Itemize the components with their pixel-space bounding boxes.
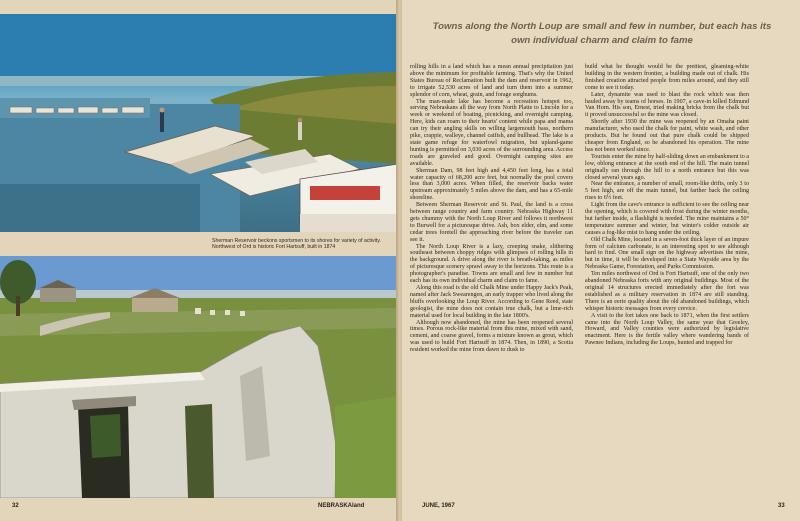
footer-issue-date: JUNE, 1967 (422, 503, 455, 509)
fort-hartsuff-photo (0, 256, 398, 498)
paragraph: Between Sherman Reservoir and St. Paul, the land is a cross between range country and farm country. Nebraska Highway 11 gets chummy with the North Loup River and follows it northwest to Burwell for a picturesque drive. Ash, box elder, elm, and some cedar trees foretell the approaching river before the traveler can see it. (410, 202, 573, 243)
paragraph: rolling hills in a land which has a mean annual precipitation just above the minimum for profitable farming. That's why the United States Bureau of Reclamation built the dam and reservoir in 1962, to irrigate 52,530 acres of land and turn them into a summer splendor of corn, wheat, grain, and forage sorghums. (410, 64, 573, 98)
left-page (0, 0, 398, 521)
paragraph: Tourists enter the mine by half-sliding down an embankment to a low, oblong entrance at the south end of the hill. The main tunnel originally ran through the hill to a north entrance but this was closed several years ago. (585, 153, 749, 181)
paragraph: Later, dynamite was used to blast the rock which was then hauled away by teams of horses. In 1907, a cave-in killed Edmund Van Horn. His son, Ernest, tried making bricks from the chalk but it proved unsuccessful so the mine was closed. (585, 91, 749, 119)
page-number-left: 32 (12, 503, 19, 509)
paragraph: Although now abandoned, the mine has been reopened several times. Porous rock-like material from this mine, mixed with sand, cement, and coarse gravel, forms a mixture known as grout, which was used to build Fort Hartsuff in 1874. Then, in 1890, a Scotia resident worked the mine from dawn to dusk to (410, 319, 573, 354)
paragraph: Light from the cave's entrance is sufficient to see the ceiling near the opening, which is covered with frost during the winter months, but farther inside, a flashlight is needed. The mine maintains a 50° temperature summer and winter, but winter's colder outside air causes a fog-like mist to hang under the ceiling. (585, 202, 749, 236)
paragraph: The North Loup River is a lazy, creeping snake, slithering southeast between choppy ridges with glimpses of rolling hills in the background. A drive along the river is breath-taking, as miles of picturesque scenery sprawl away to the horizons. This route is a photographer's paradise. Towns are small and few in number but each has its own individual charm and claim to fame. (410, 243, 573, 285)
photo-caption: Sherman Reservoir beckons sportsmen to its shores for variety of activity. Northwest of Ord is historic Fort Hartsuff, built in 1874 (212, 238, 381, 251)
paragraph: Ten miles northwest of Ord is Fort Hartsuff, one of the only two abandoned Nebraska forts with any original buildings. Most of the original 14 structures erected immediately after the fort was established as a military reservation in 1874 are still standing. There is an eerie quality about the old abandoned buildings, which whisper historic messages from every crevice. (585, 271, 749, 312)
paragraph: build what he thought would be the prettiest, gleaming-white building in the western frontier, a building made out of chalk. His finished creation attracted people from miles around, and they still come to see it today. (585, 64, 749, 91)
page-number-right: 33 (778, 503, 785, 509)
fort-ruins-illustration (0, 256, 398, 498)
paragraph: Sherman Dam, 98 feet high and 4,450 feet long, has a total water capacity of 68,200 acre feet, but normally the pool covers less than 3,000 acres. When filled, the reservoir backs water upstream approximately 5 miles above the dam, and has a 65-mile shoreline. (410, 167, 573, 202)
reservoir-boats-photo (0, 14, 398, 232)
text-column-left (410, 64, 573, 354)
paragraph: A visit to the fort takes one back to 1871, when the first settlers came into the North Loup Valley, the same year that Greeley, Howard, and Valley counties were authorized by legislative enactment. Here is the fertile valley where wandering bands of Pawnee Indians, including the Loups, hunted and trapped for (585, 312, 749, 347)
paragraph: Near the entrance, a number of small, room-like drifts, only 3 to 5 feet high, are off the main tunnel, but farther back the ceiling rises to 6½ feet. (585, 181, 749, 202)
reservoir-illustration (0, 14, 398, 232)
paragraph: Shortly after 1930 the mine was reopened by an Omaha paint manufacturer, who used the chalk for paint, white wash, and other products. But he found out that pure chalk could be shipped cheaper from England, so he abandoned his operation. The mine has not been worked since. (585, 119, 749, 153)
paragraph: The man-made lake has become a recreation hotspot too, serving Nebraskans all the way from North Platte to Lincoln for a week or weekend of boating, picnicking, and overnight camping. Here, kids can roam to their hearts' content while papa and mama can try their angling skills on willing largemouth bass, northern pike, crappie, walleye, channel catfish, and bullhead. The lake is a state game refuge for waterfowl migration, but upland-game hunting is permitted on 3,030 acres of the surrounding area. Access roads are graveled and good. Overnight camping sites are available. (410, 98, 573, 167)
right-page (402, 0, 800, 521)
paragraph: Old Chalk Mine, located in a seven-foot thick layer of an impure form of calcium carbonate, is an interesting spot to see although hard to find. One small sign on the highway advertises the mine, but in time, it will be developed into a State Wayside area by the Nebraska Game, Forestation, and Parks Commission. (585, 236, 749, 271)
paragraph: Along this road is the old Chalk Mine under Happy Jack's Peak, named after Jack Swearengen, an early trapper who lived along the bluffs overlooking the Loup River. According to Gene Reed, state geologist, the mine does not contain true chalk, but a lime-rich material used for local building in the late 1800's. (410, 285, 573, 319)
footer-magazine-title: NEBRASKAland (318, 503, 365, 509)
text-column-right (585, 64, 749, 347)
article-headline: Towns along the North Loup are small and few in number, but each has its own individual charm and claim to fame (432, 21, 772, 46)
